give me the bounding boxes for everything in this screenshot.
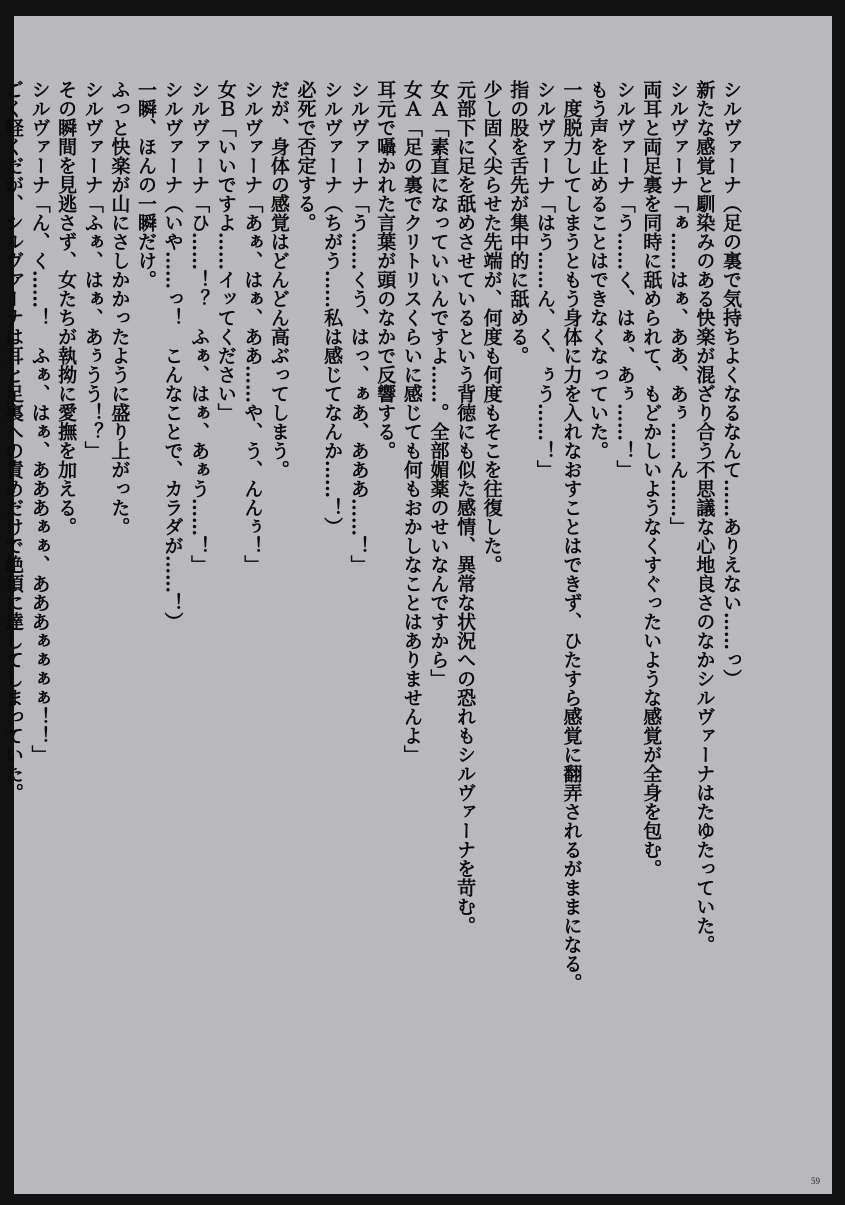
text-line: ふっと快楽が山にさしかかったように盛り上がった。 <box>108 80 131 536</box>
text-line: 女Ａ「足の裏でクリトリスくらいに感じても何もおかしなことはありませんよ」 <box>400 80 423 764</box>
text-line: 女Ｂ「いいですよ……イッてください」 <box>214 80 237 422</box>
text-line: シルヴァーナ（いや……っ！ こんなことで、カラダが……！） <box>161 80 184 631</box>
text-line: 一瞬、ほんの一瞬だけ。 <box>134 80 157 289</box>
text-line: 女Ａ「素直になっていいんですよ……。全部媚薬のせいなんですから」 <box>427 80 450 688</box>
text-line: 両耳と両足裏を同時に舐められて、もどかしいようなくすぐったいような感覚が全身を包む。 <box>640 80 663 878</box>
text-line: シルヴァーナ「あぁ、はぁ、ああ……や、う、んんぅ！」 <box>241 80 264 574</box>
text-line: 新たな感覚と馴染みのある快楽が混ざり合う不思議な心地良さのなかシルヴァーナはたゆたっていた。 <box>693 80 716 954</box>
text-line: その瞬間を見逃さず、女たちが執拗に愛撫を加える。 <box>55 80 78 536</box>
text-line: 少し固く尖らせた先端が、何度も何度もそこを往復した。 <box>480 80 503 574</box>
book-page <box>1 16 832 1194</box>
text-line: シルヴァーナ「ん、く……！ ふぁ、はぁ、あああぁぁ、あああぁぁぁぁ！！」 <box>28 80 51 764</box>
page-number: 59 <box>811 1176 820 1186</box>
text-line: シルヴァーナ（足の裏で気持ちよくなるなんて……ありえない……っ） <box>720 80 742 688</box>
text-line: シルヴァーナ（ちがう……私は感じてなんか……！） <box>321 80 344 536</box>
text-line: 指の股を舌先が集中的に舐める。 <box>507 80 530 365</box>
text-line: ごく軽くだが、シルヴァーナは耳と足裏への責めだけで絶頂に達してしまっていた。 <box>1 80 24 802</box>
text-line: シルヴァーナ「ふぁ、はぁ、あぅうう！？」 <box>81 80 104 460</box>
text-line: シルヴァーナ「ぁ……はぁ、ああ、あぅ……ん……」 <box>666 80 689 536</box>
text-line: シルヴァーナ「ひ……！？ ふぁ、はぁ、あぁう……！」 <box>188 80 211 574</box>
text-line: 一度脱力してしまうともう身体に力を入れなおすことはできず、ひたすら感覚に翻弄されるがままになる。 <box>560 80 583 992</box>
vertical-text-block <box>0 80 744 1080</box>
text-line: 耳元で囁かれた言葉が頭のなかで反響する。 <box>374 80 397 460</box>
text-line: 元部下に足を舐めさせているという背徳にも似た感情、異常な状況への恐れもシルヴァーナを苛む。 <box>454 80 477 935</box>
text-line: 必死で否定する。 <box>294 80 317 232</box>
text-line: シルヴァーナ「う……く、はぁ、あぅ……！」 <box>613 80 636 479</box>
text-line: シルヴァーナ「はう……ん、く、ぅう……！」 <box>533 80 556 479</box>
text-line: シルヴァーナ「う……くう、はっ、ぁあ、あああ……！」 <box>347 80 370 574</box>
text-line: だが、身体の感覚はどんどん高ぶってしまう。 <box>267 80 290 479</box>
text-line: もう声を止めることはできなくなっていた。 <box>587 80 610 460</box>
